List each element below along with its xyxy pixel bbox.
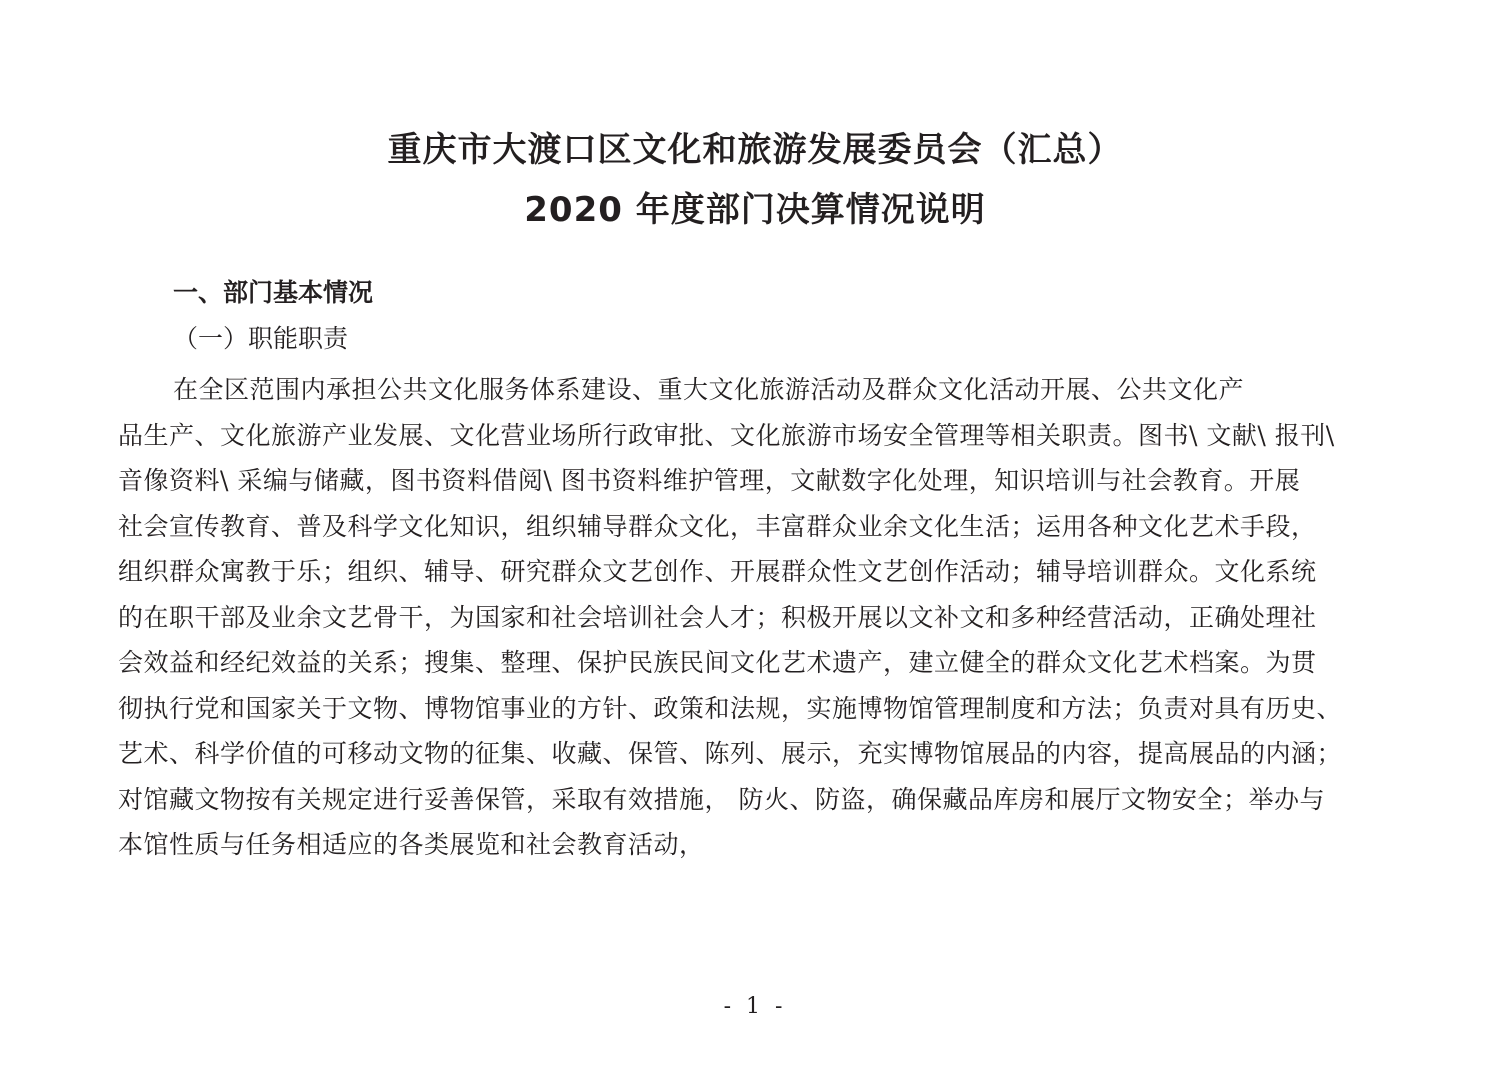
body-line: 品生产、文化旅游产业发展、文化营业场所行政审批、文化旅游市场安全管理等相关职责。图书\ 文献\ 报刊\ — [118, 420, 1335, 450]
body-paragraph — [118, 367, 1438, 868]
page-number: - 1 - — [723, 994, 787, 1019]
body-line: 的在职干部及业余文艺骨干，为国家和社会培训社会人才；积极开展以文补文和多种经营活动，正确处理社 — [118, 602, 1317, 632]
document-title-line1: 重庆市大渡口区文化和旅游发展委员会（汇总） — [387, 130, 1123, 170]
document-title-line2: 2020 年度部门决算情况说明 — [524, 190, 986, 230]
body-line: 本馆性质与任务相适应的各类展览和社会教育活动， — [118, 830, 705, 859]
subsection-heading: （一）职能职责 — [173, 324, 349, 353]
body-line: 对馆藏文物按有关规定进行妥善保管，采取有效措施， 防火、防盗，确保藏品库房和展厅文物安全；举办与 — [118, 784, 1325, 814]
body-line: 在全区范围内承担公共文化服务体系建设、重大文化旅游活动及群众文化活动开展、公共文化产 — [173, 375, 1245, 404]
body-line: 艺术、科学价值的可移动文物的征集、收藏、保管、陈列、展示，充实博物馆展品的内容，提高展品的内涵； — [118, 739, 1343, 768]
body-line: 彻执行党和国家关于文物、博物馆事业的方针、政策和法规，实施博物馆管理制度和方法；负责对具有历史、 — [118, 693, 1343, 723]
body-line: 会效益和经纪效益的关系；搜集、整理、保护民族民间文化艺术遗产，建立健全的群众文化艺术档案。为贯 — [118, 648, 1317, 677]
body-line: 组织群众寓教于乐；组织、辅导、研究群众文艺创作、开展群众性文艺创作活动；辅导培训群众。文化系统 — [118, 557, 1317, 586]
section-heading: 一、部门基本情况 — [173, 278, 374, 307]
body-line: 社会宣传教育、普及科学文化知识，组织辅导群众文化，丰富群众业余文化生活；运用各种文化艺术手段， — [118, 511, 1317, 541]
body-line: 音像资料\ 采编与储藏，图书资料借阅\ 图书资料维护管理，文献数字化处理，知识培训与社会教育。开展 — [118, 466, 1301, 495]
